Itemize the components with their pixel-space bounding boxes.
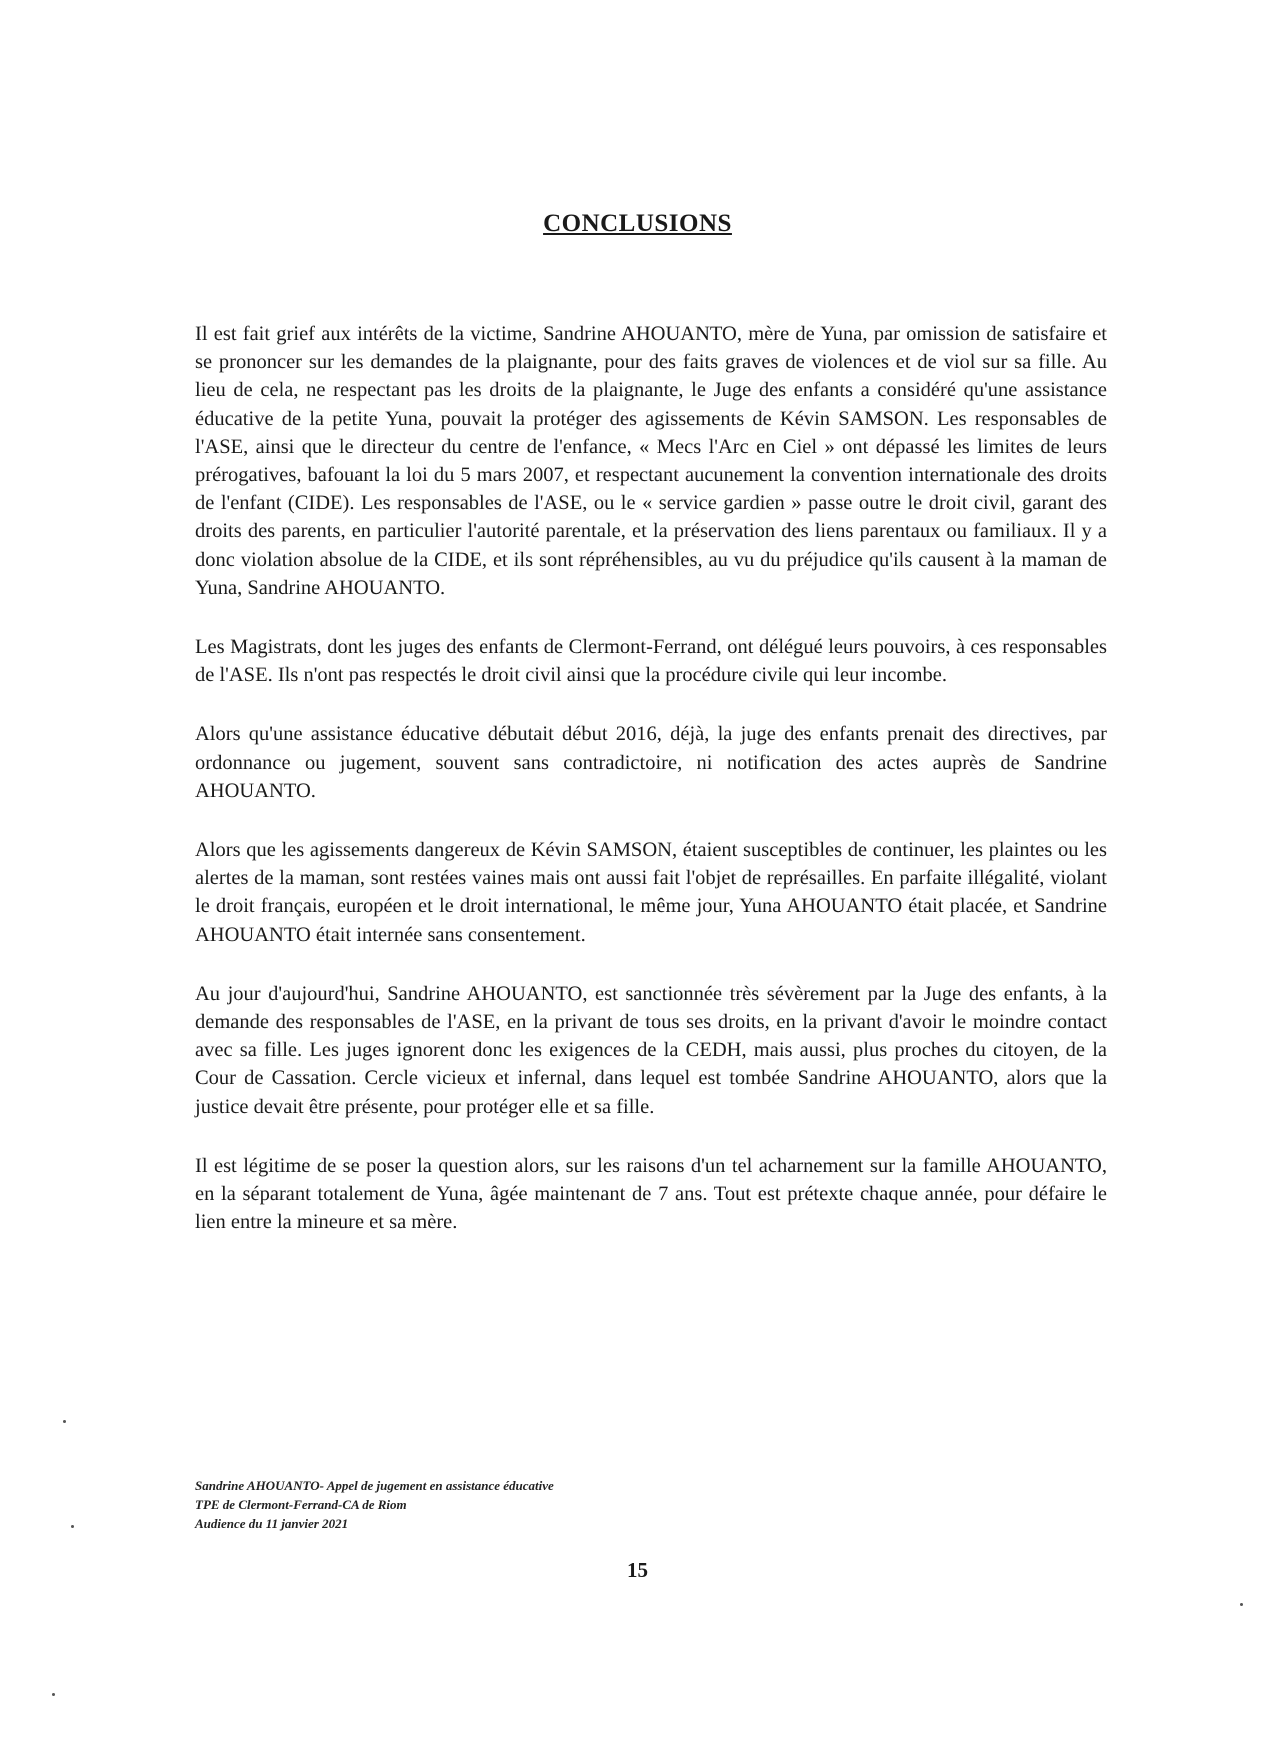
document-body (195, 320, 1107, 1267)
paragraph-6: Il est légitime de se poser la question alors, sur les raisons d'un tel acharnement sur la famille AHOUANTO, en la séparant totalement de Yuna, âgée maintenant de 7 ans. Tout est prétexte chaque année, pour défaire le lien entre la mineure et sa mère. (195, 1154, 1107, 1234)
footer-line-court: TPE de Clermont-Ferrand-CA de Riom (195, 1497, 407, 1512)
document-footer (195, 1476, 554, 1533)
scan-speck (63, 1420, 66, 1423)
scan-speck (1240, 1603, 1243, 1606)
paragraph-3: Alors qu'une assistance éducative débutait début 2016, déjà, la juge des enfants prenait des directives, par ordonnance ou jugement, souvent sans contradictoire, ni notification des actes auprès de Sandrine AHOUANTO. (195, 723, 1107, 802)
footer-line-case: Sandrine AHOUANTO- Appel de jugement en assistance éducative (195, 1478, 554, 1493)
page-number: 15 (627, 1558, 648, 1582)
paragraph-1: Il est fait grief aux intérêts de la victime, Sandrine AHOUANTO, mère de Yuna, par omission de satisfaire et se prononcer sur les demandes de la plaignante, pour des faits graves de violences et de viol sur sa fille. Au lieu de cela, ne respectant pas les droits de la plaignante, le Juge des enfants a considéré qu'une assistance éducative de la petite Yuna, pouvait la protéger des agissements de Kévin SAMSON. Les responsables de l'ASE, ainsi que le directeur du centre de l'enfance, « Mecs l'Arc en Ciel » ont dépassé les limites de leurs prérogatives, bafouant la loi du 5 mars 2007, et respectant aucunement la convention internationale des droits de l'enfant (CIDE). Les responsables de l'ASE, ou le « service gardien » passe outre le droit civil, garant des droits des parents, en particulier l'autorité parentale, et la préservation des liens parentaux ou familiaux. Il y a donc violation absolue de la CIDE, et ils sont répréhensibles, au vu du préjudice qu'ils causent à la maman de Yuna, Sandrine AHOUANTO. (195, 323, 1107, 599)
scan-speck (71, 1525, 74, 1528)
paragraph-5: Au jour d'aujourd'hui, Sandrine AHOUANTO, est sanctionnée très sévèrement par la Juge des enfants, à la demande des responsables de l'ASE, en la privant de tous ses droits, en la privant d'avoir le moindre contact avec sa fille. Les juges ignorent donc les exigences de la CEDH, mais aussi, plus proches du citoyen, de la Cour de Cassation. Cercle vicieux et infernal, dans lequel est tombée Sandrine AHOUANTO, alors que la justice devait être présente, pour protéger elle et sa fille. (195, 982, 1107, 1118)
footer-line-hearing: Audience du 11 janvier 2021 (195, 1516, 349, 1531)
paragraph-2: Les Magistrats, dont les juges des enfants de Clermont-Ferrand, ont délégué leurs pouvoirs, à ces responsables de l'ASE. Ils n'ont pas respectés le droit civil ainsi que la procédure civile qui leur incombe. (195, 636, 1107, 687)
document-title: CONCLUSIONS (543, 210, 732, 237)
paragraph-4: Alors que les agissements dangereux de Kévin SAMSON, étaient susceptibles de continuer, les plaintes ou les alertes de la maman, sont restées vaines mais ont aussi fait l'objet de représailles. En parfaite illégalité, violant le droit français, européen et le droit international, le même jour, Yuna AHOUANTO était placée, et Sandrine AHOUANTO était internée sans consentement. (195, 839, 1107, 946)
scan-speck (52, 1693, 55, 1696)
